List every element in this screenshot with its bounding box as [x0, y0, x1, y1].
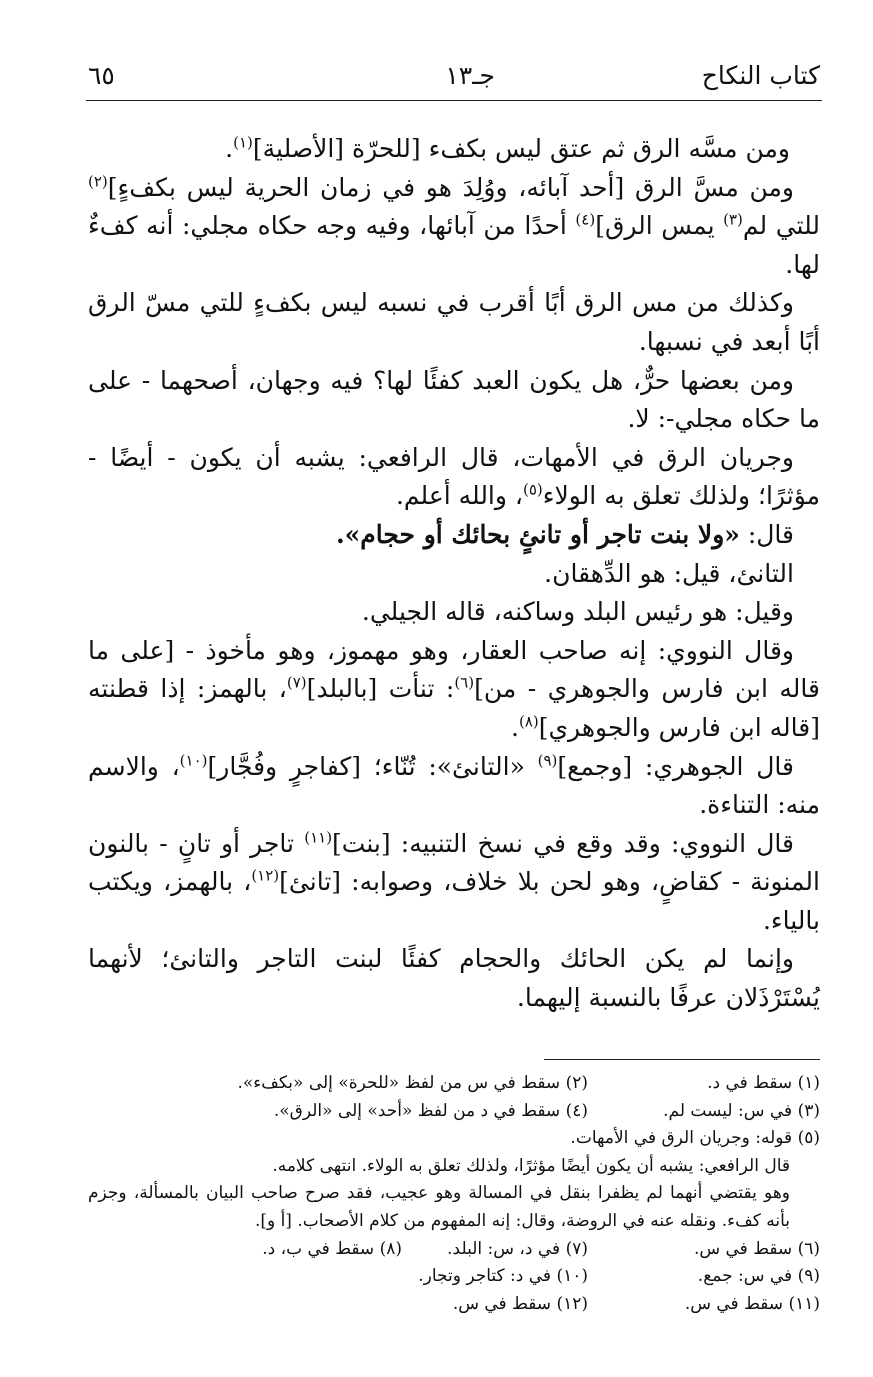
footnote-divider	[544, 1059, 820, 1060]
book-title: كتاب النكاح	[701, 61, 820, 90]
footnote: (١٢) سقط في س.	[452, 1293, 588, 1314]
paragraph: وكذلك من مس الرق أبًا أقرب في نسبه ليس بكفءٍ للتي مسّ الرق أبًا أبعد في نسبها.	[88, 288, 820, 356]
paragraph: وإنما لم يكن الحائك والحجام كفئًا لبنت التاجر والتانئ؛ لأنهما يُسْتَرْذَلان عرفًا بالنسبة إليهما.	[88, 944, 820, 1013]
header-divider	[86, 100, 822, 101]
main-text	[88, 130, 820, 1018]
paragraph: قال النووي: وقد وقع في نسخ التنبيه: [بنت]$^{(١١)}$ تاجر أو تانٍ - بالنون المنونة - كقاضٍ، وهو لحن بلا خلاف، وصوابه: [تانئ]$^{(١٢)}$، بالهمز، ويكتب بالياء.	[88, 828, 820, 935]
footnote-ref: (١٠)	[179, 751, 208, 770]
footnote: (٩) في س: جمع.	[697, 1266, 820, 1287]
footnote: (١٠) في د: كتاجر وتجار.	[418, 1266, 588, 1287]
footnote-continuation: قال الرافعي: يشبه أن يكون أيضًا مؤثرًا، ولذلك تعلق به الولاء. انتهى كلامه.	[272, 1155, 790, 1176]
footnote: (١) سقط في د.	[707, 1073, 820, 1093]
footnote-ref: (٢)	[88, 172, 108, 191]
paragraph: التانئ، قيل: هو الدِّهقان.	[544, 558, 794, 588]
footnote-ref: (١٢)	[251, 866, 280, 885]
running-header	[88, 58, 820, 94]
paragraph: ومن مسَّه الرق ثم عتق ليس بكفء [للحرّة [الأصلية]$^{(١)}$.	[225, 133, 790, 163]
footnote: (١١) سقط في س.	[684, 1293, 820, 1314]
footnote: (٢) سقط في س من لفظ «للحرة» إلى «بكفء».	[237, 1073, 588, 1093]
footnote: (٥) قوله: وجريان الرق في الأمهات.	[570, 1128, 820, 1149]
paragraph: قال الجوهري: [وجمع]$^{(٩)}$ «التانئ»: تُنّاء؛ [كفاجرٍ وفُجَّار]$^{(١٠)}$، والاسم منه: التناءة.	[88, 751, 820, 820]
footnote: (٧) في د، س: البلد.	[447, 1238, 588, 1259]
footnote-row	[88, 1125, 820, 1153]
volume-number: جـ١٣	[445, 61, 495, 90]
footnote-row	[88, 1098, 820, 1126]
book-page	[88, 58, 820, 1314]
paragraph: ومن مسَّ الرق [أحد آبائه، ووُلِدَ هو في زمان الحرية ليس بكفءٍ]$^{(٢)}$ للتي لم$^{(٣)}$ يمس الرق]$^{(٤)}$ أحدًا من آبائها، وفيه وجه حكاه مجلي: أنه كفءٌ لها.	[88, 172, 820, 279]
footnote: (٤) سقط في د من لفظ «أحد» إلى «الرق».	[273, 1100, 588, 1121]
footnote-ref: (٧)	[286, 673, 307, 692]
footnote-row	[88, 1291, 820, 1319]
footnote-ref: (٨)	[518, 712, 539, 731]
footnote: (٣) في س: ليست لم.	[663, 1100, 820, 1121]
footnote-ref: (٥)	[522, 481, 543, 500]
footnote-ref: (٤)	[575, 210, 596, 229]
footnote-ref: (٩)	[537, 751, 558, 770]
paragraph: وجريان الرق في الأمهات، قال الرافعي: يشبه أن يكون - أيضًا - مؤثرًا؛ ولذلك تعلق به الولاء$^{(٥)}$، والله أعلم.	[88, 442, 820, 511]
footnote-row	[88, 1263, 820, 1291]
footnote-ref: (٦)	[454, 673, 475, 692]
paragraph: ومن بعضها حرٌّ، هل يكون العبد كفئًا لها؟ فيه وجهان، أصحهما - على ما حكاه مجلي-: لا.	[88, 365, 820, 434]
footnote-ref: (٣)	[723, 210, 743, 229]
footnote-ref: (١)	[233, 133, 253, 152]
paragraph: وقال النووي: إنه صاحب العقار، وهو مهموز، وهو مأخوذ - [على ما قاله ابن فارس والجوهري - من]$^{(٦)}$: تنأت [بالبلد]$^{(٧)}$، بالهمز: إذا قطنته [قاله ابن فارس والجوهري]$^{(٨)}$.	[88, 635, 820, 742]
footnote-row	[88, 1236, 820, 1264]
matn-quote: قال: «ولا بنت تاجر أو تانئٍ بحائك أو حجام».	[335, 519, 794, 549]
footnote-row	[88, 1070, 820, 1098]
footnote-continuation: وهو يقتضي أنهما لم يظفرا بنقل في المسالة وهو عجيب، فقد صرح صاحب البيان بالمسألة، وجزم بأنه كفء. ونقله عنه في الروضة، وقال: إنه المفهوم من كلام الأصحاب. [أ و].	[88, 1183, 790, 1231]
footnote: (٦) سقط في س.	[693, 1238, 820, 1259]
footnote-ref: (١١)	[304, 828, 333, 847]
page-number: ٦٥	[88, 61, 115, 90]
footnote: (٨) سقط في ب، د.	[262, 1238, 402, 1259]
paragraph: وقيل: هو رئيس البلد وساكنه، قاله الجيلي.	[361, 597, 794, 627]
footnotes	[88, 1070, 820, 1318]
